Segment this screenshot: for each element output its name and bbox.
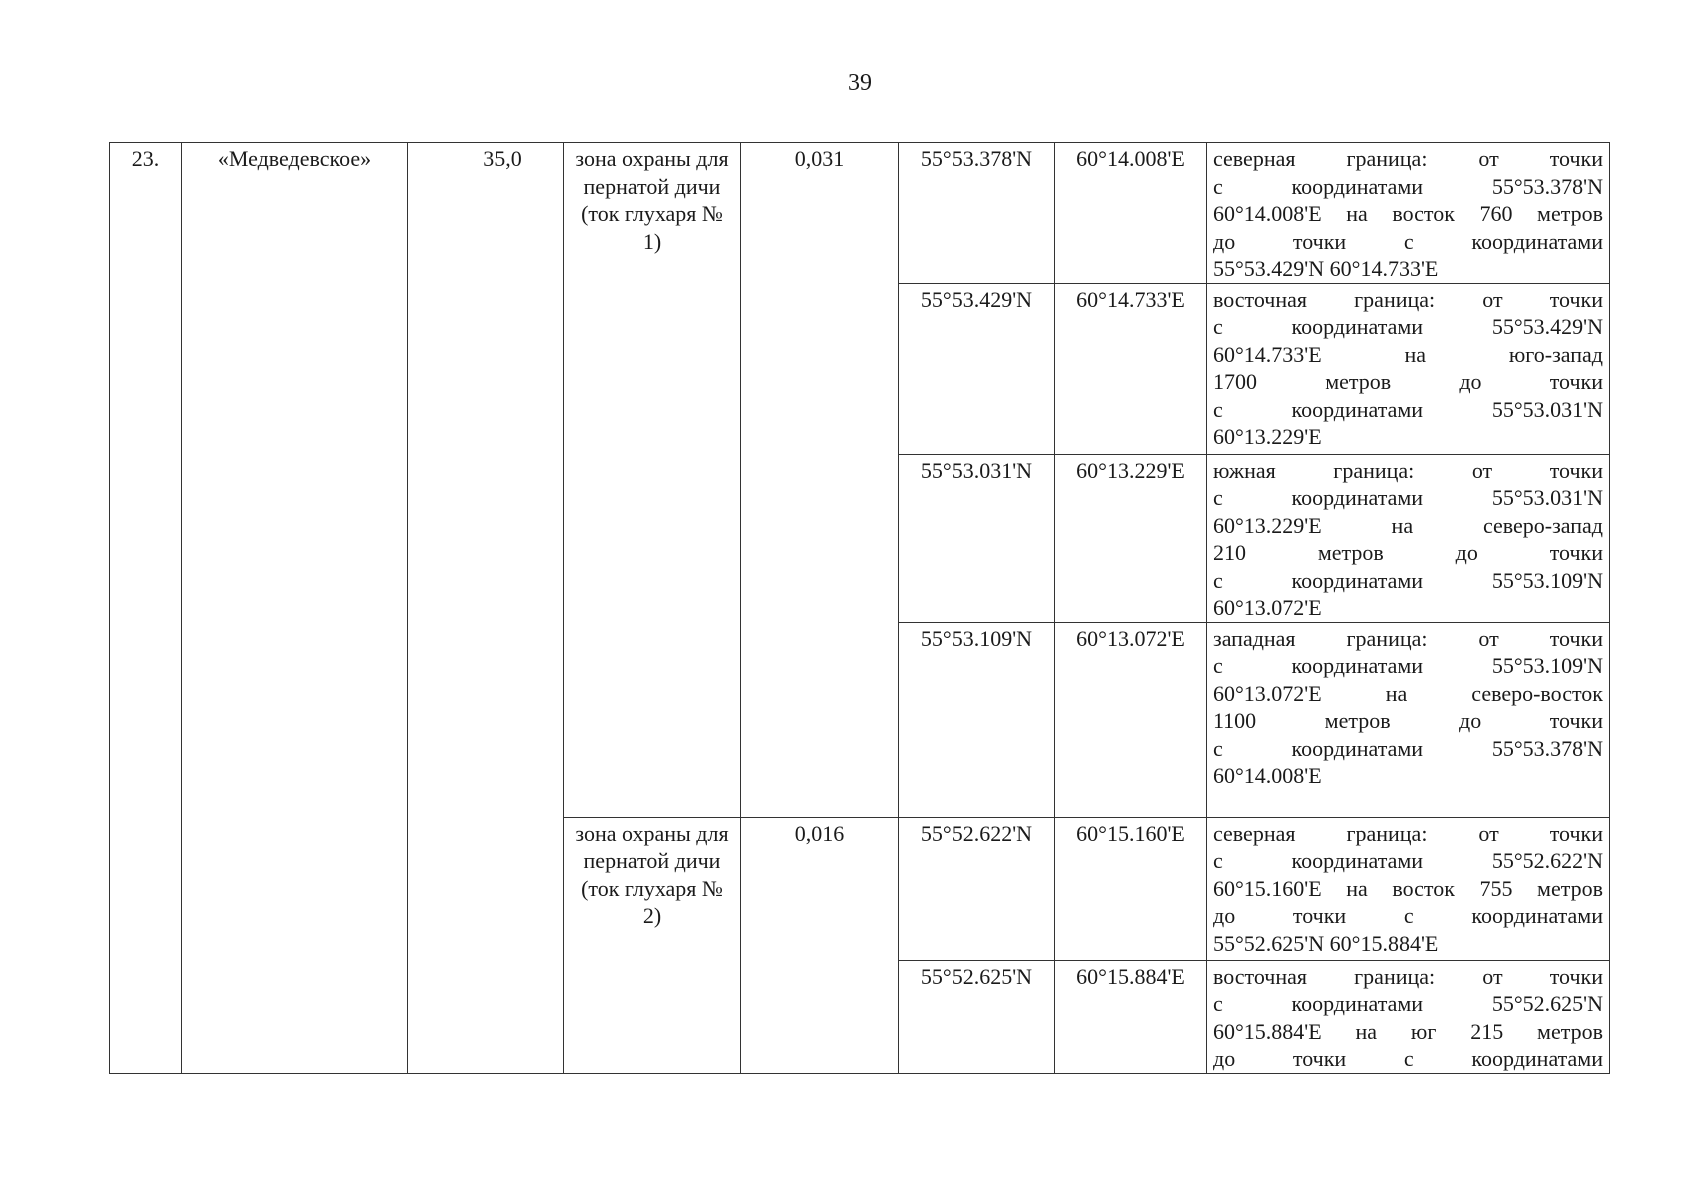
description-line: 55°53.429'N 60°14.733'E <box>1213 256 1439 281</box>
description-line: с координатами 55°53.031'N <box>1213 485 1603 510</box>
description-line: 60°14.008'E на восток 760 метров <box>1213 201 1603 226</box>
description-line: 210 метров до точки <box>1213 540 1603 565</box>
description-line: 1100 метров до точки <box>1213 708 1603 733</box>
description-line: северная граница: от точки <box>1213 820 1603 846</box>
description-line: 60°14.733'E на юго-запад <box>1213 341 1603 367</box>
description-line: с координатами 55°52.622'N <box>1213 848 1603 873</box>
point-longitude: 60°14.008'E <box>1055 143 1207 284</box>
description-line: с координатами 55°52.625'N <box>1213 991 1603 1016</box>
description-line: южная граница: от точки <box>1213 457 1603 483</box>
description-line: до точки с координатами <box>1213 228 1603 254</box>
point-latitude: 55°53.109'N <box>899 622 1055 817</box>
description-line: до точки с координатами <box>1213 903 1603 928</box>
description-line: с координатами 55°53.109'N <box>1213 567 1603 593</box>
description-line: 60°13.072'E <box>1213 595 1322 620</box>
description-line: 60°13.229'E на северо-запад <box>1213 512 1603 538</box>
description-line: западная граница: от точки <box>1213 625 1603 651</box>
description-line: восточная граница: от точки <box>1213 963 1603 989</box>
point-longitude: 60°15.884'E <box>1055 960 1207 1073</box>
description-line: с координатами 55°53.429'N <box>1213 314 1603 339</box>
description-line: 60°15.160'E на восток 755 метров <box>1213 875 1603 901</box>
boundary-description <box>1207 143 1610 284</box>
boundary-description <box>1207 817 1610 960</box>
zones-table <box>109 142 1610 1074</box>
description-line: 1700 метров до точки <box>1213 369 1603 394</box>
description-line: восточная граница: от точки <box>1213 286 1603 312</box>
point-latitude: 55°53.031'N <box>899 454 1055 622</box>
zone-title: зона охраны для пернатой дичи (ток глухаря № 1) <box>564 143 741 818</box>
area-name: «Медведевское» <box>182 143 408 1074</box>
description-line: северная граница: от точки <box>1213 146 1603 171</box>
description-line: до точки с координатами <box>1213 1046 1603 1071</box>
point-longitude: 60°13.072'E <box>1055 622 1207 817</box>
description-line: с координатами 55°53.378'N <box>1213 173 1603 199</box>
description-line: 60°13.072'E на северо-восток <box>1213 680 1603 706</box>
description-line: 60°13.229'E <box>1213 424 1322 449</box>
boundary-description <box>1207 622 1610 817</box>
boundary-description <box>1207 454 1610 622</box>
row-number: 23. <box>110 143 182 1074</box>
description-line: 60°14.008'E <box>1213 763 1322 788</box>
point-longitude: 60°14.733'E <box>1055 283 1207 454</box>
description-line: 60°15.884'E на юг 215 метров <box>1213 1018 1603 1044</box>
boundary-description <box>1207 283 1610 454</box>
description-line: 55°52.625'N 60°15.884'E <box>1213 930 1439 956</box>
boundary-description <box>1207 960 1610 1073</box>
point-latitude: 55°52.622'N <box>899 817 1055 960</box>
area-total: 35,0 <box>408 143 564 1074</box>
point-latitude: 55°53.429'N <box>899 283 1055 454</box>
description-line: с координатами 55°53.031'N <box>1213 396 1603 422</box>
zone-area: 0,031 <box>741 143 899 818</box>
point-latitude: 55°52.625'N <box>899 960 1055 1073</box>
zone-area: 0,016 <box>741 817 899 1073</box>
description-line: с координатами 55°53.378'N <box>1213 735 1603 761</box>
point-longitude: 60°15.160'E <box>1055 817 1207 960</box>
page-number: 39 <box>848 70 872 96</box>
point-latitude: 55°53.378'N <box>899 143 1055 284</box>
zone-title: зона охраны для пернатой дичи (ток глухаря № 2) <box>564 817 741 1073</box>
point-longitude: 60°13.229'E <box>1055 454 1207 622</box>
description-line: с координатами 55°53.109'N <box>1213 653 1603 678</box>
table-row <box>110 143 1610 284</box>
